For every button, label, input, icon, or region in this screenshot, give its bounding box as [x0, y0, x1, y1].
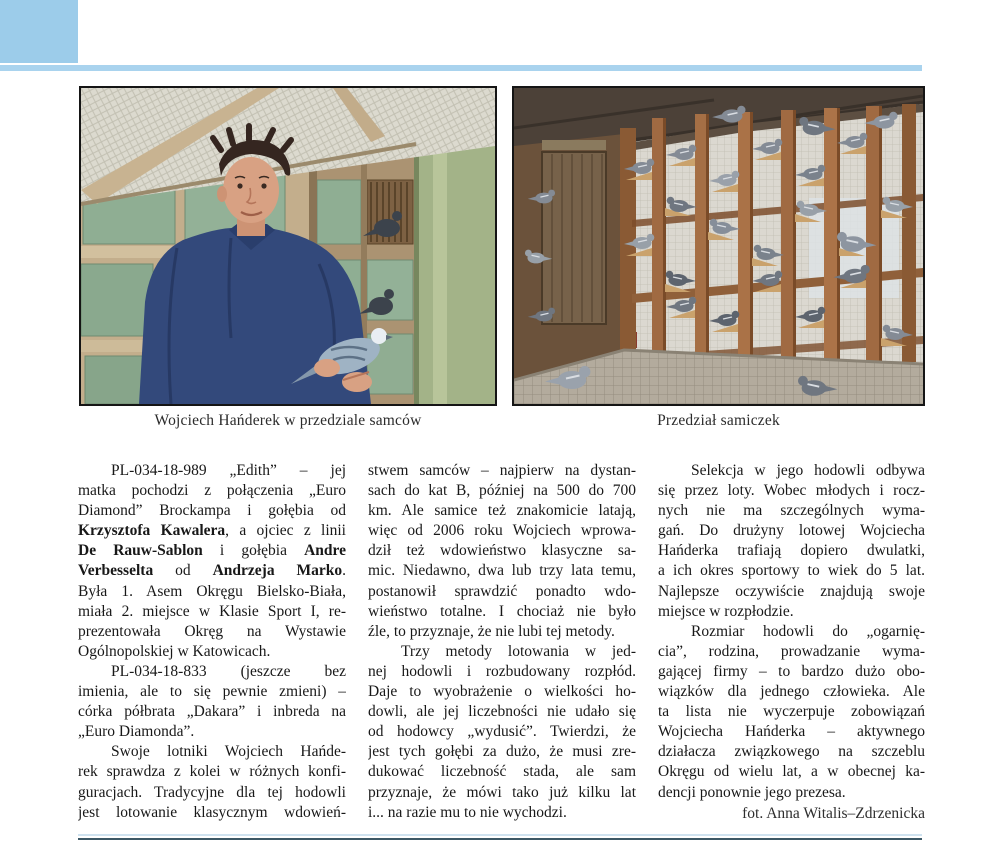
text-line: Daje to wyobrażenie o wielkości ho-	[368, 683, 636, 701]
text-line: matka pochodzi z połączenia „Euro	[78, 482, 346, 500]
text-line: dził też wdowieństwo klasyczne sa-	[368, 542, 636, 560]
top-accent-band	[0, 65, 922, 71]
text-line: Verbesselta od Andrzeja Marko.	[78, 562, 346, 580]
bottom-rule	[78, 838, 922, 840]
text-line: rek sprawdza z kolei w różnych konfi-	[78, 763, 346, 781]
text-line: wieństwo totalne. I chociaż nie było	[368, 602, 636, 620]
text-line: Ogólnopolskiej w Katowicach.	[78, 642, 271, 660]
article-body	[78, 461, 925, 824]
text-line: Krzysztofa Kawalera, a ojciec z linii	[78, 522, 346, 540]
text-line: wiązków dla jednego człowieka. Ale	[658, 683, 925, 701]
text-line: dowli, ale jej liczebności nie udało się	[368, 703, 636, 721]
text-line: córka półbrata „Dakara” i inbreda na	[78, 703, 346, 721]
text-line: miała 2. miejsce w Klasie Sport I, re-	[78, 602, 346, 620]
article-column-3	[658, 461, 925, 824]
text-line: De Rauw-Sablon i gołębia Andre	[78, 542, 346, 560]
text-line: nej hodowli i rozbudowany rozpłód.	[368, 662, 636, 680]
text-line: źle, to przyznaje, że nie lubi tej metody.	[368, 622, 615, 640]
text-line: więc od 2006 roku Wojciech wprowa-	[368, 522, 636, 540]
text-line: nych nie ma szczególnych wyma-	[658, 502, 925, 520]
text-line: działacza związkowego na szczeblu	[658, 743, 925, 761]
text-line: dukować liczebność stada, ale sam	[368, 763, 636, 781]
text-line: Swoje lotniki Wojciech Hańde-	[111, 743, 346, 761]
text-line: stwem samców – najpierw na dystan-	[368, 462, 636, 479]
bottom-rule-light	[78, 834, 922, 836]
text-line: ta lista nie wyczerpuje zobowiązań	[658, 703, 925, 721]
text-line: jest lotowanie klasycznym wdowień-	[78, 803, 346, 821]
text-line: Okręgu od wielu lat, a w obecnej ka-	[658, 763, 925, 781]
text-line: Wojciecha Hańderka – aktywnego	[658, 723, 925, 741]
text-line: Trzy metody lotowania w jed-	[401, 642, 636, 660]
text-line: gań. Do drużyny lotowej Wojciecha	[658, 522, 925, 540]
article-column-2	[368, 461, 636, 824]
text-line: się przez loty. Wobec młodych i rocz-	[658, 482, 925, 500]
text-line: jest tych gołębi za dużo, że musi zre-	[368, 743, 636, 761]
text-line: Najlepsze oczywiście znajdują swoje	[658, 582, 925, 600]
photo-caption-left: Wojciech Hańderek w przedziale samców	[154, 412, 422, 429]
text-line: „Euro Diamonda”.	[78, 723, 195, 741]
text-line: od hodowcy „wydusić”. Twierdzi, że	[368, 723, 636, 741]
text-line: przyznaje, że mówi tako już kilku lat	[368, 783, 636, 801]
text-line: gającej firmy – to bardzo dużo obo-	[658, 662, 925, 680]
text-line: PL-034-18-989 „Edith” – jej	[111, 462, 346, 479]
text-line: dencji ponownie jego prezesa.	[658, 783, 846, 801]
photo-hen-compartment	[512, 86, 925, 406]
text-line: Rozmiar hodowli do „ogarnię-	[691, 622, 925, 640]
text-line: PL-034-18-833 (jeszcze bez	[111, 662, 346, 680]
text-line: km. Ale samice też znakomicie latają,	[368, 502, 636, 520]
article-column-1	[78, 461, 346, 824]
text-line: sach do kat B, później na 500 do 700	[368, 482, 636, 500]
photo-breeder-with-pigeon-illustration	[81, 88, 495, 404]
text-line: guracjach. Tradycyjne dla tej hodowli	[78, 783, 346, 801]
photo-hen-compartment-illustration	[514, 88, 923, 404]
text-line: Diamond” Brockampa i gołębia od	[78, 502, 346, 520]
accent-corner-square	[0, 0, 78, 63]
text-line: miejsce w rozpłodzie.	[658, 602, 794, 620]
text-line: Hańderka trafiają dopiero dwulatki,	[658, 542, 925, 560]
photo-credit: fot. Anna Witalis–Zdrzenicka	[742, 804, 925, 822]
photo-caption-right: Przedział samiczek	[657, 412, 780, 429]
text-line: prezentowała Okręg na Wystawie	[78, 622, 346, 640]
text-line: imienia, ale to się pewnie zmieni) –	[78, 683, 346, 701]
text-line: mic. Niedawno, dwa lub trzy lata temu,	[368, 562, 636, 580]
text-line: a ich okres sportowy to wiek do 5 lat.	[658, 562, 925, 580]
text-line: i... na razie mu to nie wychodzi.	[368, 803, 567, 821]
photo-breeder-with-pigeon	[79, 86, 497, 406]
text-line: Była 1. Asem Okręgu Bielsko-Biała,	[78, 582, 346, 600]
text-line: cia”, rodzina, prowadzanie wyma-	[658, 642, 925, 660]
text-line: postanowił sprawdzić ponadto wdo-	[368, 582, 636, 600]
text-line: Selekcja w jego hodowli odbywa	[691, 462, 925, 479]
